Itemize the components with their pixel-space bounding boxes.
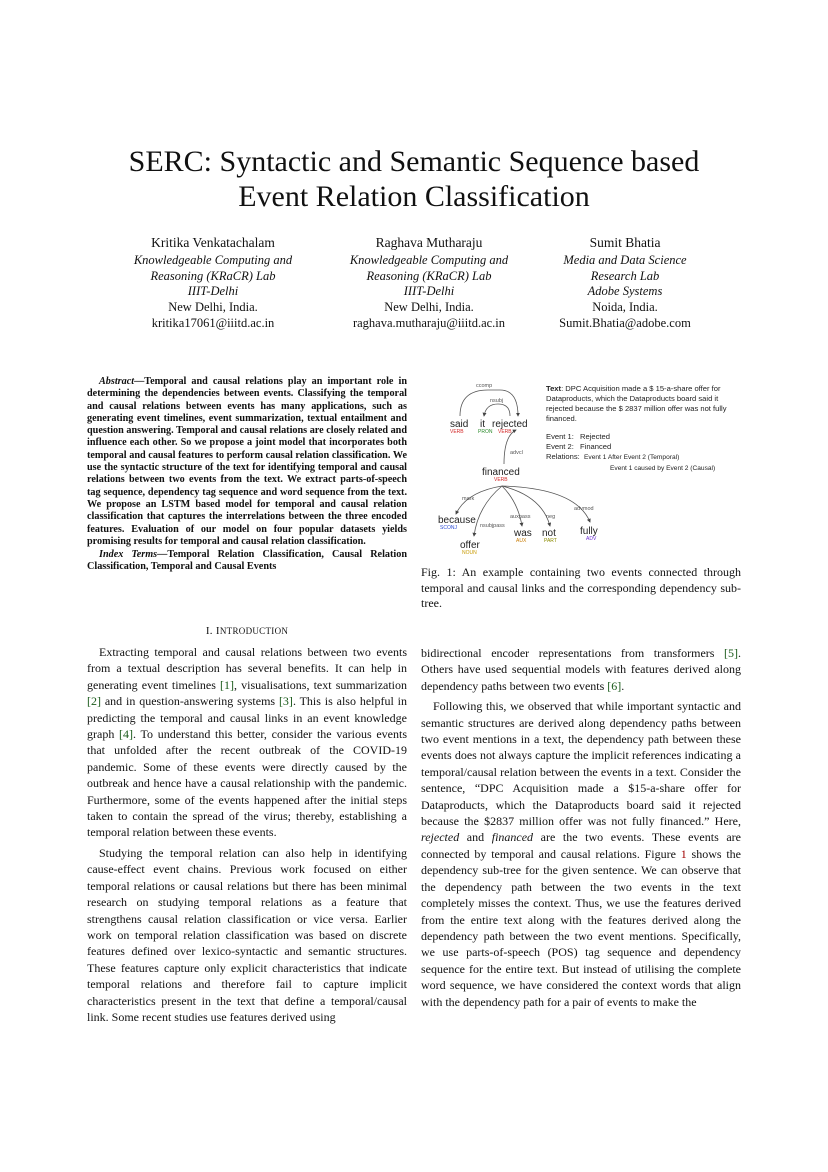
intro-paragraph-1: Extracting temporal and causal relations between two events from a textual description has several benefits. It can help in generating event timelines [1], visualisations, text summarization [2] and in question-answering systems [3]. This is also helpful in predicting the temporal and causal links in an event knowledge graph [4]. To understand this better, consider the various events that unfolded after the recent outbreak of the COVID-19 pandemic. Some of these events were directly caused by the outbreak and hence have a causal relationship with the pandemic. Furthermore, some of the events happened after the initial steps taken to contain the spread of the virus; thereby, establishing a temporal relation between these events. xyxy=(87,645,408,840)
section-heading xyxy=(87,625,407,637)
citation-link[interactable]: [3] xyxy=(278,694,293,709)
figure-events xyxy=(546,432,746,474)
relations-label: Relations: xyxy=(546,452,580,461)
index-terms-text: —Temporal Relation Classification, Causal Relation Classification, Temporal and Causal Events xyxy=(87,549,407,573)
node-tag: VERB xyxy=(494,477,508,483)
author-affiliation: Adobe Systems xyxy=(587,284,663,299)
node-tag: AUX xyxy=(516,538,527,544)
author-affiliation: Research Lab xyxy=(590,268,660,283)
left-body xyxy=(87,644,407,1029)
section-title-rest: NTRODUCTION xyxy=(219,626,289,636)
index-terms-lead: Index Terms xyxy=(99,549,158,561)
author-affiliation: Reasoning (KRaCR) Lab xyxy=(366,268,492,283)
abstract-lead: Abstract xyxy=(99,376,135,387)
citation-link[interactable]: [4] xyxy=(119,727,134,742)
author-location: New Delhi, India. xyxy=(168,300,258,315)
title-line-2: Event Relation Classification xyxy=(238,180,590,213)
relation-1: Event 1 After Event 2 (Temporal) xyxy=(584,454,680,461)
node-word: was xyxy=(514,528,532,539)
node-tag: ADV xyxy=(586,536,597,542)
title-line-1: SERC: Syntactic and Semantic Sequence based xyxy=(128,145,700,178)
node-tag: VERB xyxy=(450,429,464,435)
event1-value: Rejected xyxy=(580,432,610,441)
author-location: New Delhi, India. xyxy=(384,300,474,315)
figure-text-description xyxy=(546,384,746,424)
node-word: because xyxy=(438,515,476,526)
node-word: rejected xyxy=(492,419,528,430)
node-tag: SCONJ xyxy=(440,525,457,531)
left-column xyxy=(87,376,407,574)
node-word: offer xyxy=(460,540,480,551)
citation-link[interactable]: [6] xyxy=(607,678,622,693)
node-word: it xyxy=(480,419,485,430)
author-location: Noida, India. xyxy=(592,300,658,315)
author-email: raghava.mutharaju@iiitd.ac.in xyxy=(352,315,506,330)
abstract-text: —Temporal and causal relations play an important role in determining the dependencies between events. Classifying the temporal and causal relations between events has many applications, such as generating event timelines, event summarization, textual entailment and question answering. Temporal and causal relations are closely related and influence each other. So we propose a joint model that incorporates both temporal and causal features to perform causal relation classification. We use the syntactic structure of the text for identifying temporal and causal relations between two events from the text. We extract parts-of-speech tag sequence, dependency tag sequence and word sequence from the text. We propose an LSTM based model for temporal and causal relation classification that captures the interrelations between the three encoded features. Evaluation of our model on four popular datasets yields promising results for temporal and causal relation classification. xyxy=(87,376,407,547)
node-word: not xyxy=(542,528,556,539)
intro-paragraph-3: bidirectional encoder representations from transformers [5]. Others have used sequential models with features derived along dependency paths between two events [6]. xyxy=(421,646,741,693)
paper-title xyxy=(60,144,768,214)
edge-label-nsubjpass: nsubjpass xyxy=(480,523,505,529)
intro-paragraph-2: Studying the temporal relation can also help in identifying cause-effect event chains. Previous work focused on either temporal relations or causal relations but there has been minimal research on studying temporal relations as a feature that strengthens causal relation classification or vice versa. Earlier work on temporal relation classification was based on discrete features defined over lexico-syntactic and semantic structures. These features capture only explicit characteristics that indicate temporal relations and therefore fail to capture implicit characteristics present in the text that define a temporal/causal link. Some recent studies use features derived using xyxy=(87,845,407,1024)
node-word: fully xyxy=(580,526,598,537)
author-block-3 xyxy=(510,235,740,332)
relation-2: Event 1 caused by Event 2 (Causal) xyxy=(610,465,716,472)
citation-link[interactable]: [1] xyxy=(220,677,234,692)
author-name: Kritika Venkatachalam xyxy=(151,235,275,250)
edge-label-auxpass: auxpass xyxy=(510,514,531,520)
edge-neg xyxy=(502,486,550,526)
abstract xyxy=(87,376,407,548)
node-tag: VERB xyxy=(498,429,512,435)
event2-label: Event 2: xyxy=(546,442,574,451)
author-affiliation: IIIT-Delhi xyxy=(403,284,455,299)
intro-paragraph-4: Following this, we observed that while important syntactic and semantic structures are derived along dependency paths between two event mentions in a text, the dependency path between these events does not always capture the implicit references indicating a temporal/causal relation between the events in a text. Consider the sentence, “DPC Acquisition made a $15-a-share offer for Dataproducts, which the Dataproducts board said it rejected because the $2837 million offer was not fully financed.” Here, rejected and financed are the two events. These events are connected by temporal and causal relations. Figure 1 shows the dependency sub-tree for the given sentence. We can observe that the dependency path between the two events in the text completely misses the context. Thus, we use the features derived from the entire text along with the features derived along the dependency path between the two event mentions. Specifically, we use parts-of-speech (POS) tag sequence and dependency sequence for the entire text. But instead of utilising the complete word sequence, we have considered the context words that align with the dependency path for a pair of events to make the xyxy=(421,699,742,1009)
edge-nsubj xyxy=(484,404,510,416)
edge-label-advcl: advcl xyxy=(510,450,523,456)
edge-label-ccomp: ccomp xyxy=(476,383,493,389)
section-title-initial: I xyxy=(215,625,220,637)
event1-label: Event 1: xyxy=(546,432,574,441)
citation-link[interactable]: [2] xyxy=(87,694,101,709)
author-email: kritika17061@iiitd.ac.in xyxy=(151,315,275,330)
author-affiliation: Knowledgeable Computing and xyxy=(349,252,509,267)
node-word: said xyxy=(450,419,469,430)
author-email: Sumit.Bhatia@adobe.com xyxy=(559,315,691,330)
author-name: Sumit Bhatia xyxy=(589,235,661,250)
author-affiliation: Media and Data Science xyxy=(563,252,687,267)
node-tag: PRON xyxy=(478,429,493,435)
figure-reference-link[interactable]: 1 xyxy=(680,846,687,861)
author-block-1 xyxy=(98,235,328,332)
event2-value: Financed xyxy=(580,442,612,451)
edge-label-advmod: advmod xyxy=(574,506,594,512)
edge-advcl xyxy=(504,430,516,464)
node-word: financed xyxy=(482,467,520,478)
figure-text-label: Text xyxy=(546,384,562,393)
author-affiliation: Knowledgeable Computing and xyxy=(133,252,293,267)
figure-caption: Fig. 1: An example containing two events connected through temporal and causal links and the corresponding dependency sub-tree. xyxy=(421,565,741,610)
edge-label-nsubj: nsubj xyxy=(490,398,504,404)
edge-label-mark: mark xyxy=(462,496,475,502)
node-tag: PART xyxy=(544,538,557,544)
figure-1 xyxy=(426,376,746,562)
node-tag: NOUN xyxy=(462,550,477,556)
author-affiliation: Reasoning (KRaCR) Lab xyxy=(150,268,276,283)
citation-link[interactable]: [5] xyxy=(724,646,738,660)
author-name: Raghava Mutharaju xyxy=(375,235,483,250)
author-affiliation: IIIT-Delhi xyxy=(187,284,239,299)
edge-label-neg: neg xyxy=(546,514,556,520)
figure-caption-block xyxy=(421,565,741,612)
right-body xyxy=(421,645,741,1014)
index-terms xyxy=(87,549,407,574)
section-number: I. xyxy=(205,625,216,637)
figure-text-body: : DPC Acquisition made a $ 15-a-share offer for Dataproducts, which the Dataproducts board said it rejected because the $ 2837 million offer was not fully financed. xyxy=(546,384,727,423)
